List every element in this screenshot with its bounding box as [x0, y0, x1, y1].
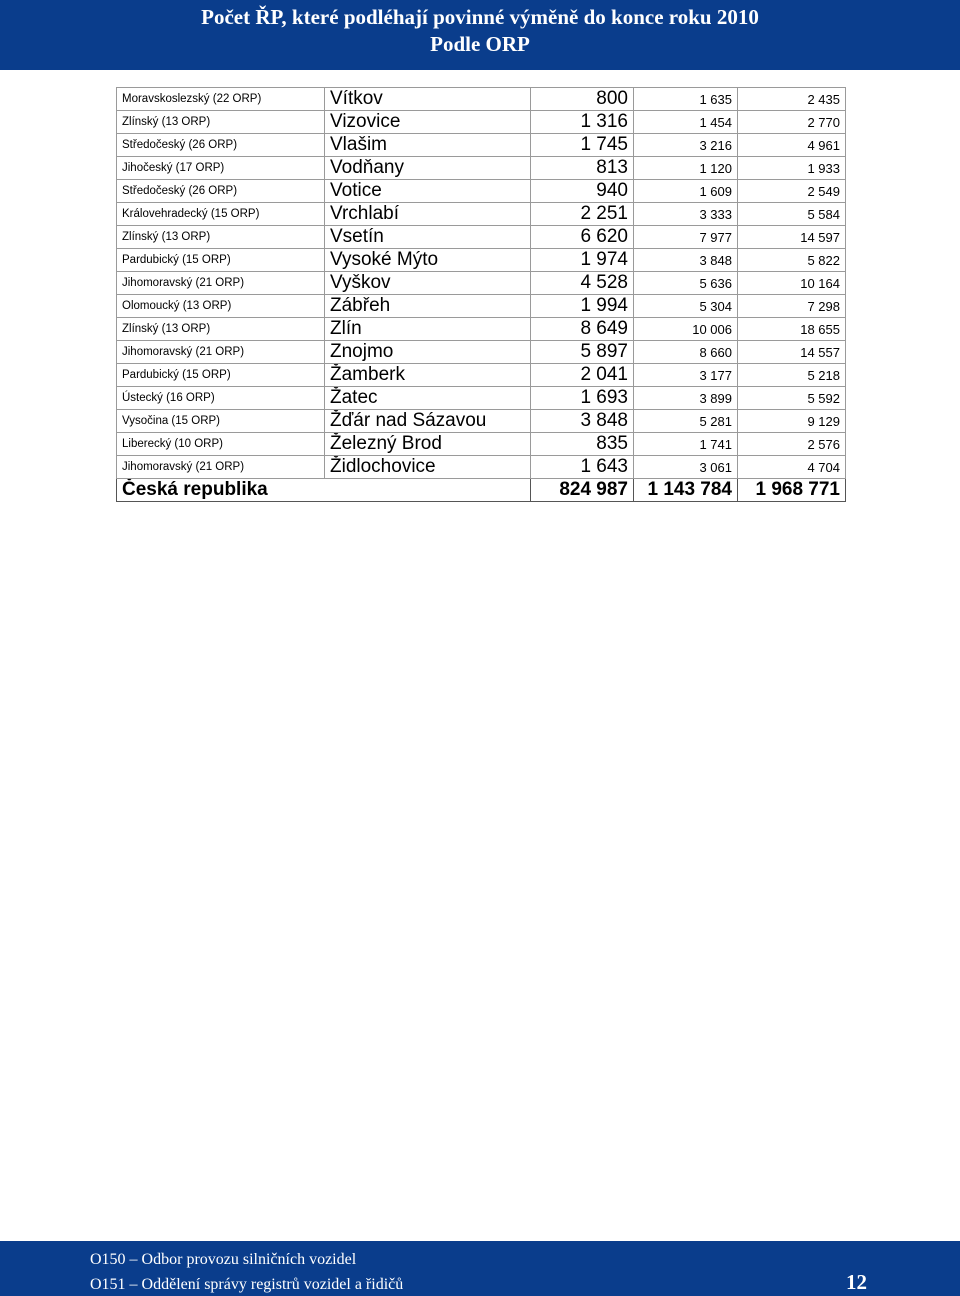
- table-row: [117, 226, 846, 249]
- orp-cell: Žďár nad Sázavou: [325, 410, 531, 433]
- footer-line-2: O151 – Oddělení správy registrů vozidel a řidičů: [90, 1276, 404, 1293]
- kraj-cell: Moravskoslezský (22 ORP): [117, 88, 325, 111]
- value-cell-2: 1 454: [634, 111, 738, 134]
- value-cell-2: 1 120: [634, 157, 738, 180]
- value-cell-3: 5 592: [738, 387, 846, 410]
- table-row: [117, 341, 846, 364]
- orp-cell: Žatec: [325, 387, 531, 410]
- value-cell-2: 7 977: [634, 226, 738, 249]
- value-cell-3: 5 822: [738, 249, 846, 272]
- value-cell-3: 14 557: [738, 341, 846, 364]
- kraj-cell: Jihomoravský (21 ORP): [117, 341, 325, 364]
- value-cell-1: 6 620: [531, 226, 634, 249]
- table-row: [117, 272, 846, 295]
- table-row: [117, 249, 846, 272]
- value-cell-1: 835: [531, 433, 634, 456]
- value-cell-1: 8 649: [531, 318, 634, 341]
- value-cell-3: 2 549: [738, 180, 846, 203]
- value-cell-2: 1 635: [634, 88, 738, 111]
- kraj-cell: Pardubický (15 ORP): [117, 364, 325, 387]
- table-row: [117, 433, 846, 456]
- orp-cell: Žamberk: [325, 364, 531, 387]
- value-cell-3: 2 770: [738, 111, 846, 134]
- table-row: [117, 203, 846, 226]
- kraj-cell: Zlínský (13 ORP): [117, 111, 325, 134]
- value-cell-3: 5 584: [738, 203, 846, 226]
- orp-cell: Železný Brod: [325, 433, 531, 456]
- total-value-3: 1 968 771: [738, 479, 846, 502]
- orp-cell: Vizovice: [325, 111, 531, 134]
- page-subtitle: Podle ORP: [430, 32, 530, 56]
- total-value-2: 1 143 784: [634, 479, 738, 502]
- value-cell-3: 18 655: [738, 318, 846, 341]
- page-number: 12: [846, 1270, 867, 1294]
- table-row: [117, 456, 846, 479]
- value-cell-3: 7 298: [738, 295, 846, 318]
- value-cell-1: 813: [531, 157, 634, 180]
- orp-cell: Vlašim: [325, 134, 531, 157]
- table-row: [117, 410, 846, 433]
- value-cell-3: 10 164: [738, 272, 846, 295]
- orp-cell: Vyškov: [325, 272, 531, 295]
- kraj-cell: Liberecký (10 ORP): [117, 433, 325, 456]
- table-row: [117, 295, 846, 318]
- kraj-cell: Jihomoravský (21 ORP): [117, 456, 325, 479]
- orp-cell: Votice: [325, 180, 531, 203]
- orp-table-body: [117, 88, 846, 479]
- kraj-cell: Jihočeský (17 ORP): [117, 157, 325, 180]
- value-cell-1: 2 041: [531, 364, 634, 387]
- value-cell-1: 5 897: [531, 341, 634, 364]
- value-cell-2: 3 333: [634, 203, 738, 226]
- value-cell-1: 1 316: [531, 111, 634, 134]
- orp-cell: Vsetín: [325, 226, 531, 249]
- table-row: [117, 88, 846, 111]
- value-cell-3: 14 597: [738, 226, 846, 249]
- value-cell-3: 4 961: [738, 134, 846, 157]
- kraj-cell: Ústecký (16 ORP): [117, 387, 325, 410]
- value-cell-1: 800: [531, 88, 634, 111]
- value-cell-1: 1 974: [531, 249, 634, 272]
- value-cell-2: 1 609: [634, 180, 738, 203]
- value-cell-2: 1 741: [634, 433, 738, 456]
- kraj-cell: Středočeský (26 ORP): [117, 134, 325, 157]
- kraj-cell: Jihomoravský (21 ORP): [117, 272, 325, 295]
- value-cell-3: 2 435: [738, 88, 846, 111]
- table-row: [117, 111, 846, 134]
- orp-cell: Znojmo: [325, 341, 531, 364]
- value-cell-3: 5 218: [738, 364, 846, 387]
- value-cell-1: 1 994: [531, 295, 634, 318]
- value-cell-3: 9 129: [738, 410, 846, 433]
- kraj-cell: Pardubický (15 ORP): [117, 249, 325, 272]
- orp-cell: Vrchlabí: [325, 203, 531, 226]
- page-title: Počet ŘP, které podléhají povinné výměně do konce roku 2010: [201, 5, 759, 29]
- page-header: [0, 0, 960, 70]
- value-cell-1: 2 251: [531, 203, 634, 226]
- orp-cell: Vítkov: [325, 88, 531, 111]
- total-row: [117, 479, 846, 502]
- value-cell-2: 10 006: [634, 318, 738, 341]
- value-cell-2: 8 660: [634, 341, 738, 364]
- value-cell-2: 5 304: [634, 295, 738, 318]
- total-label: Česká republika: [117, 479, 531, 502]
- orp-cell: Vysoké Mýto: [325, 249, 531, 272]
- orp-cell: Zlín: [325, 318, 531, 341]
- value-cell-2: 3 177: [634, 364, 738, 387]
- table-row: [117, 157, 846, 180]
- value-cell-2: 3 899: [634, 387, 738, 410]
- value-cell-1: 3 848: [531, 410, 634, 433]
- table-row: [117, 134, 846, 157]
- kraj-cell: Zlínský (13 ORP): [117, 318, 325, 341]
- value-cell-1: 1 745: [531, 134, 634, 157]
- value-cell-1: 940: [531, 180, 634, 203]
- value-cell-1: 1 643: [531, 456, 634, 479]
- value-cell-2: 3 061: [634, 456, 738, 479]
- value-cell-3: 2 576: [738, 433, 846, 456]
- orp-cell: Židlochovice: [325, 456, 531, 479]
- table-row: [117, 387, 846, 410]
- kraj-cell: Zlínský (13 ORP): [117, 226, 325, 249]
- kraj-cell: Královehradecký (15 ORP): [117, 203, 325, 226]
- value-cell-1: 1 693: [531, 387, 634, 410]
- total-value-1: 824 987: [531, 479, 634, 502]
- value-cell-2: 5 281: [634, 410, 738, 433]
- orp-table: [116, 87, 846, 502]
- orp-cell: Zábřeh: [325, 295, 531, 318]
- value-cell-2: 3 848: [634, 249, 738, 272]
- kraj-cell: Středočeský (26 ORP): [117, 180, 325, 203]
- value-cell-2: 3 216: [634, 134, 738, 157]
- page-footer: [0, 1241, 960, 1296]
- value-cell-2: 5 636: [634, 272, 738, 295]
- value-cell-3: 1 933: [738, 157, 846, 180]
- kraj-cell: Vysočina (15 ORP): [117, 410, 325, 433]
- kraj-cell: Olomoucký (13 ORP): [117, 295, 325, 318]
- value-cell-3: 4 704: [738, 456, 846, 479]
- table-row: [117, 318, 846, 341]
- footer-line-1: O150 – Odbor provozu silničních vozidel: [90, 1251, 357, 1268]
- value-cell-1: 4 528: [531, 272, 634, 295]
- table-row: [117, 180, 846, 203]
- orp-cell: Vodňany: [325, 157, 531, 180]
- table-row: [117, 364, 846, 387]
